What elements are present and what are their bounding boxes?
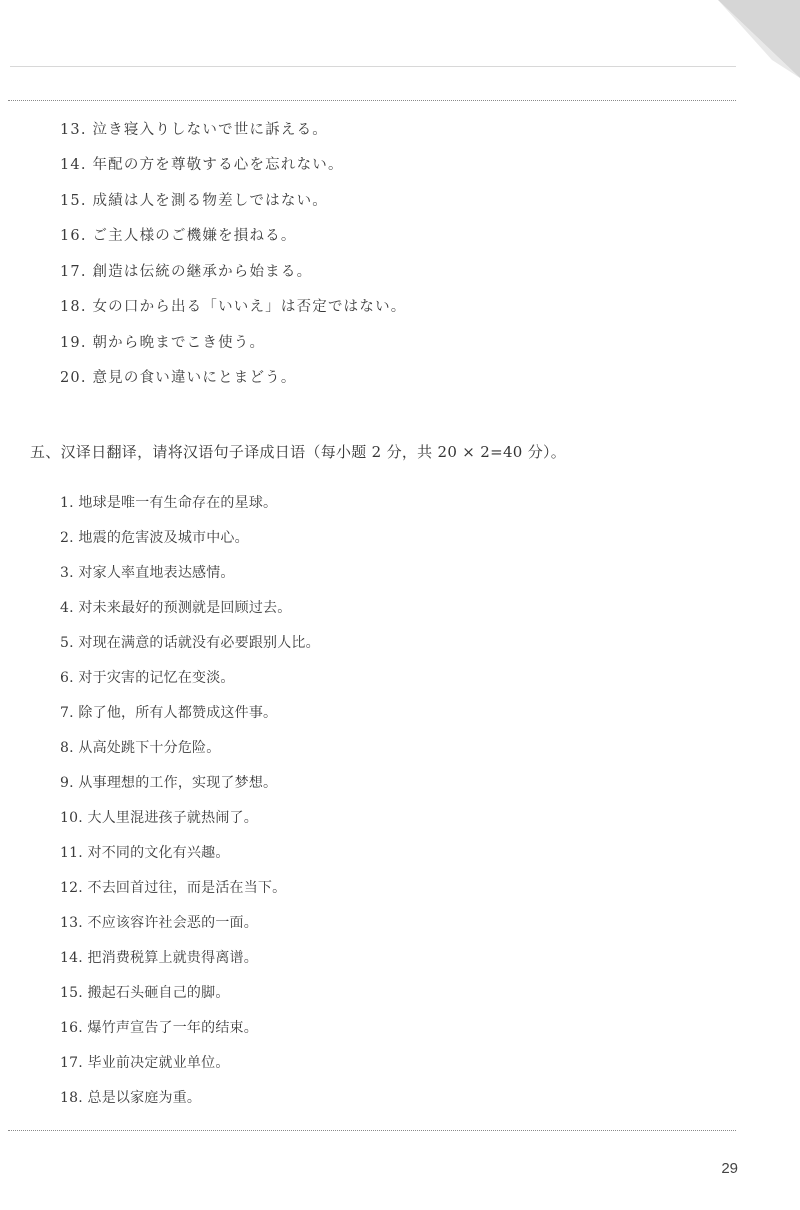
- item-text: ご主人様のご機嫌を損ねる。: [92, 228, 297, 244]
- item-text: 除了他，所有人都赞成这件事。: [78, 705, 278, 721]
- list-item: [60, 913, 258, 933]
- item-number: 2.: [60, 530, 74, 546]
- list-item: [60, 633, 320, 653]
- item-text: 对未来最好的预测就是回顾过去。: [78, 600, 292, 616]
- list-item: [60, 703, 277, 723]
- item-number: 12.: [60, 880, 83, 896]
- item-number: 15.: [60, 985, 83, 1001]
- item-text: 对家人率直地表达感情。: [78, 565, 235, 581]
- item-number: 20.: [60, 370, 87, 386]
- item-text: 創造は伝統の継承から始まる。: [92, 264, 313, 280]
- item-number: 1.: [60, 495, 74, 511]
- item-number: 4.: [60, 600, 74, 616]
- item-text: 女の口から出る「いいえ」は否定ではない。: [92, 299, 407, 315]
- item-text: 成績は人を測る物差しではない。: [92, 193, 328, 209]
- item-text: 大人里混进孩子就热闹了。: [87, 810, 258, 826]
- item-number: 15.: [60, 193, 87, 209]
- list-item: [60, 843, 230, 863]
- item-number: 14.: [60, 950, 83, 966]
- item-number: 14.: [60, 157, 87, 173]
- list-item: [60, 262, 312, 282]
- item-number: 17.: [60, 1055, 83, 1071]
- item-text: 地震的危害波及城市中心。: [78, 530, 249, 546]
- list-item: [60, 155, 344, 175]
- item-text: 年配の方を尊敬する心を忘れない。: [92, 157, 344, 173]
- item-text: 总是以家庭为重。: [87, 1090, 202, 1106]
- item-number: 13.: [60, 915, 83, 931]
- page-corner-fold: [710, 0, 800, 80]
- item-number: 19.: [60, 335, 87, 351]
- item-text: 对不同的文化有兴趣。: [87, 845, 230, 861]
- list-item: [60, 1018, 258, 1038]
- item-number: 10.: [60, 810, 83, 826]
- item-text: 从高处跳下十分危险。: [78, 740, 221, 756]
- item-text: 对现在满意的话就没有必要跟别人比。: [78, 635, 320, 651]
- list-item: [60, 368, 297, 388]
- item-text: 对于灾害的记忆在变淡。: [78, 670, 235, 686]
- item-number: 18.: [60, 299, 87, 315]
- upper-dotted-divider: [8, 100, 736, 101]
- item-text: 搬起石头砸自己的脚。: [87, 985, 230, 1001]
- item-number: 16.: [60, 228, 87, 244]
- item-number: 6.: [60, 670, 74, 686]
- list-item: [60, 297, 406, 317]
- list-item: [60, 738, 220, 758]
- list-item: [60, 773, 277, 793]
- item-text: 朝から晩までこき使う。: [92, 335, 266, 351]
- item-number: 18.: [60, 1090, 83, 1106]
- list-item: [60, 598, 291, 618]
- list-item: [60, 808, 258, 828]
- item-number: 13.: [60, 122, 87, 138]
- item-number: 17.: [60, 264, 87, 280]
- list-item: [60, 1053, 230, 1073]
- section-five-heading: 五、汉译日翻译，请将汉语句子译成日语（每小题 2 分，共 20 × 2=40 分）。: [30, 443, 567, 461]
- header-rule: [10, 66, 736, 67]
- page-number: 29: [721, 1160, 738, 1177]
- list-item: [60, 226, 297, 246]
- item-number: 3.: [60, 565, 74, 581]
- list-item: [60, 191, 328, 211]
- item-text: 意見の食い違いにとまどう。: [92, 370, 297, 386]
- item-number: 9.: [60, 775, 74, 791]
- list-item: [60, 528, 249, 548]
- item-text: 爆竹声宣告了一年的结束。: [87, 1020, 258, 1036]
- list-item: [60, 948, 258, 968]
- item-text: 从事理想的工作，实现了梦想。: [78, 775, 278, 791]
- list-item: [60, 1088, 201, 1108]
- list-item: [60, 493, 277, 513]
- item-number: 8.: [60, 740, 74, 756]
- item-number: 5.: [60, 635, 74, 651]
- list-item: [60, 983, 230, 1003]
- item-number: 7.: [60, 705, 74, 721]
- item-text: 毕业前决定就业单位。: [87, 1055, 230, 1071]
- list-item: [60, 668, 235, 688]
- list-item: [60, 563, 235, 583]
- item-text: 地球是唯一有生命存在的星球。: [78, 495, 278, 511]
- lower-dotted-divider: [8, 1130, 736, 1131]
- item-text: 泣き寝入りしないで世に訴える。: [92, 122, 328, 138]
- item-text: 不去回首过往，而是活在当下。: [87, 880, 287, 896]
- item-text: 不应该容许社会恶的一面。: [87, 915, 258, 931]
- item-number: 11.: [60, 845, 83, 861]
- list-item: [60, 120, 328, 140]
- item-number: 16.: [60, 1020, 83, 1036]
- item-text: 把消费税算上就贵得离谱。: [87, 950, 258, 966]
- list-item: [60, 333, 265, 353]
- list-item: [60, 878, 286, 898]
